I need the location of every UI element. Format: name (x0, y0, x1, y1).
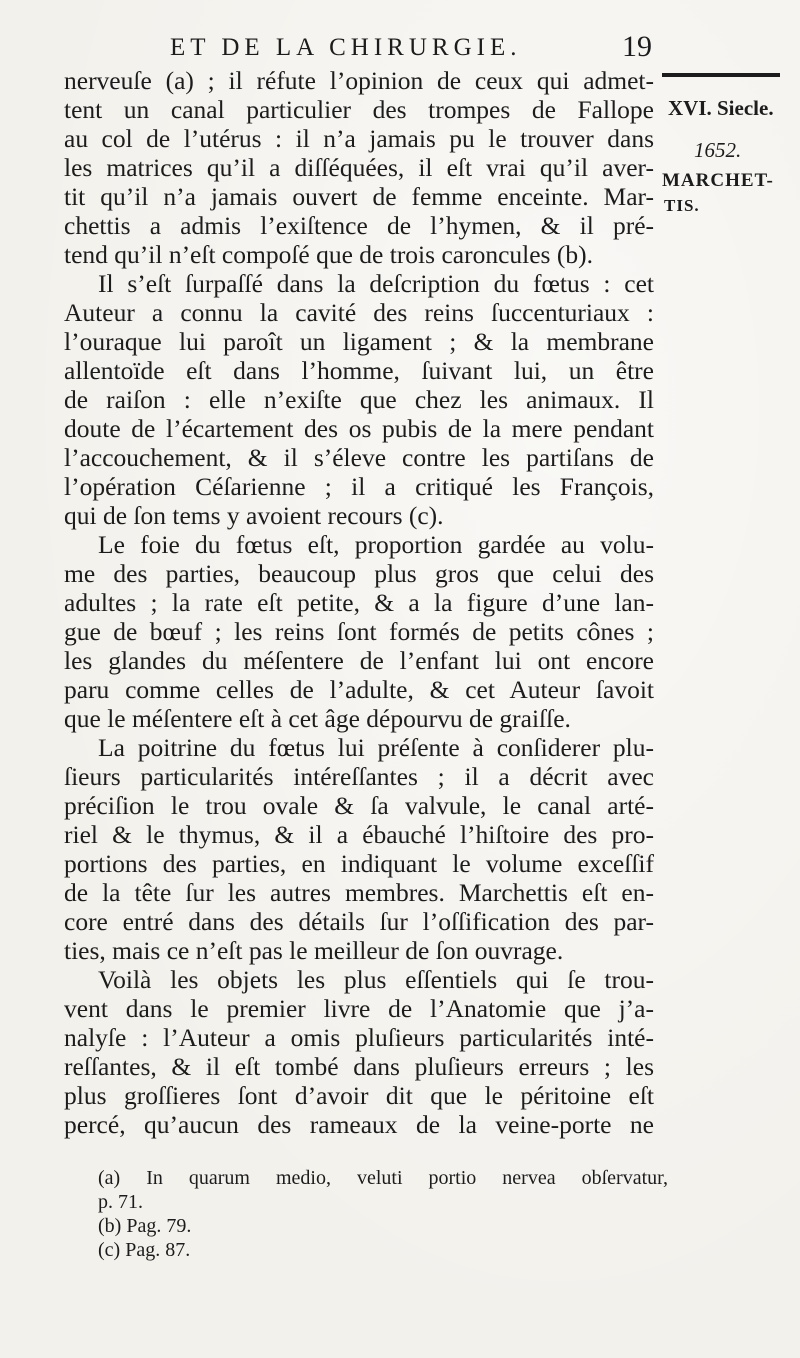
text-line: core entré dans des détails ſur l’oſſification des par- (64, 907, 654, 936)
text-line: chettis a admis l’exiſtence de l’hymen, & il pré- (64, 211, 654, 240)
margin-note-year: 1652. (694, 138, 742, 162)
text-line: percé, qu’aucun des rameaux de la veine-porte ne (64, 1110, 654, 1139)
text-line: tent un canal particulier des trompes de Fallope (64, 95, 654, 124)
text-line: tend qu’il n’eſt compoſé que de trois caroncules (b). (64, 240, 593, 269)
text-line: l’accouchement, & il s’éleve contre les partiſans de (64, 443, 654, 472)
footnote-b: (b) Pag. 79. (98, 1215, 192, 1237)
margin-note-author: MARCHET- (662, 170, 774, 191)
text-line: gue de bœuf ; les reins ſont formés de petits cônes ; (64, 617, 654, 646)
text-line: les glandes du méſentere de l’enfant lui ont encore (64, 646, 654, 675)
text-line: allentoïde eſt dans l’homme, ſuivant lui, un être (64, 356, 654, 385)
text-line: nerveuſe (a) ; il réfute l’opinion de ceux qui admet- (64, 66, 654, 95)
text-line: Le foie du fœtus eſt, proportion gardée au volu- (98, 530, 654, 559)
text-line: me des parties, beaucoup plus gros que celui des (64, 559, 654, 588)
text-line: nalyſe : l’Auteur a omis pluſieurs particularités inté- (64, 1023, 654, 1052)
footnote-a-cont: p. 71. (98, 1191, 143, 1213)
footnote-a: (a) In quarum medio, veluti portio nervea obſervatur, (98, 1167, 668, 1189)
text-line: ſieurs particularités intéreſſantes ; il a décrit avec (64, 762, 654, 791)
footnote-c: (c) Pag. 87. (98, 1239, 191, 1261)
margin-note-author-cont: TIS. (664, 196, 700, 215)
text-line: qui de ſon tems y avoient recours (c). (64, 501, 444, 530)
text-line: au col de l’utérus : il n’a jamais pu le trouver dans (64, 124, 654, 153)
text-line: portions des parties, en indiquant le volume exceſſif (64, 849, 654, 878)
text-line: doute de l’écartement des os pubis de la mere pendant (64, 414, 654, 443)
text-line: Voilà les objets les plus eſſentiels qui ſe trou- (98, 965, 654, 994)
text-line: plus groſſieres ſont d’avoir dit que le péritoine eſt (64, 1081, 654, 1110)
text-line: de la tête ſur les autres membres. Marchettis eſt en- (64, 878, 654, 907)
text-line: La poitrine du fœtus lui préſente à conſiderer plu- (98, 733, 654, 762)
running-title: ET DE LA CHIRURGIE. (170, 34, 522, 61)
margin-note-century: XVI. Siecle. (668, 96, 774, 120)
text-line: ties, mais ce n’eſt pas le meilleur de ſon ouvrage. (64, 936, 564, 965)
text-line: préciſion le trou ovale & ſa valvule, le canal arté- (64, 791, 654, 820)
body-text (64, 66, 654, 1139)
text-line: les matrices qu’il a diſſéquées, il eſt vrai qu’il aver- (64, 153, 654, 182)
text-line: paru comme celles de l’adulte, & cet Auteur ſavoit (64, 675, 654, 704)
text-line: Auteur a connu la cavité des reins ſuccenturiaux : (64, 298, 654, 327)
text-line: adultes ; la rate eſt petite, & a la figure d’une lan- (64, 588, 654, 617)
text-line: Il s’eſt ſurpaſſé dans la deſcription du fœtus : cet (98, 269, 654, 298)
text-line: l’opération Céſarienne ; il a critiqué les François, (64, 472, 654, 501)
text-line: vent dans le premier livre de l’Anatomie que j’a- (64, 994, 654, 1023)
text-line: que le méſentere eſt à cet âge dépourvu de graiſſe. (64, 704, 571, 733)
text-line: l’ouraque lui paroît un ligament ; & la membrane (64, 327, 654, 356)
footnotes (98, 1166, 668, 1262)
text-line: riel & le thymus, & il a ébauché l’hiſtoire des pro- (64, 820, 654, 849)
margin-divider (662, 73, 780, 77)
text-line: tit qu’il n’a jamais ouvert de femme enceinte. Mar- (64, 182, 654, 211)
text-line: reſſantes, & il eſt tombé dans pluſieurs erreurs ; les (64, 1052, 654, 1081)
text-line: de raiſon : elle n’exiſte que chez les animaux. Il (64, 385, 654, 414)
page-number: 19 (622, 30, 652, 63)
